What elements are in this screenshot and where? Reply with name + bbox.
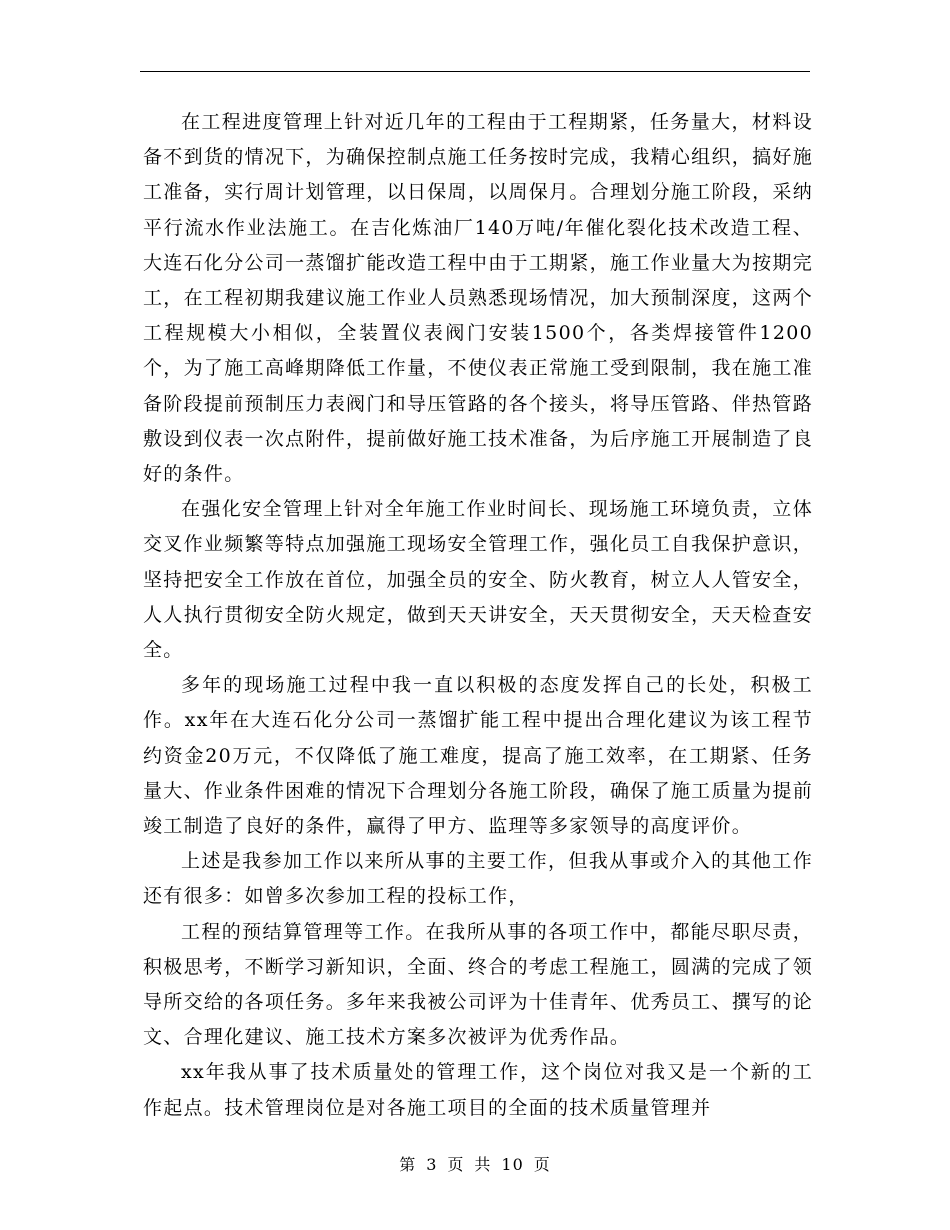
total-label: 共: [474, 1155, 492, 1174]
paragraph-field-work: 多年的现场施工过程中我一直以积极的态度发挥自己的长处，积极工作。xx年在大连石化分公司一蒸馏扩能工程中提出合理化建议为该工程节约资金20万元，不仅降低了施工难度，提高了施工效率，在工期紧、任务量大、作业条件困难的情况下合理划分各施工阶段，确保了施工质量为提前竣工制造了良好的条件，赢得了甲方、监理等多家领导的高度评价。: [143, 674, 813, 838]
paragraph-budget-management: 工程的预结算管理等工作。在我所从事的各项工作中，都能尽职尽责，积极思考，不断学习新知识，全面、终合的考虑工程施工，圆满的完成了领导所交给的各项任务。多年来我被公司评为十佳青年、优秀员工、撰写的论文、合理化建议、施工技术方案多次被评为优秀作品。: [143, 920, 813, 1049]
page-label-mid: 页: [447, 1155, 465, 1174]
paragraph-safety-management: 在强化安全管理上针对全年施工作业时间长、现场施工环境负责，立体交叉作业频繁等特点加强施工现场安全管理工作，强化员工自我保护意识，坚持把安全工作放在首位，加强全员的安全、防火教育，树立人人管安全，人人执行贯彻安全防火规定，做到天天讲安全，天天贯彻安全，天天检查安全。: [143, 498, 813, 662]
header-rule: [140, 71, 810, 72]
page-label-suffix: 页: [533, 1155, 551, 1174]
paragraph-other-work: 上述是我参加工作以来所从事的主要工作，但我从事或介入的其他工作还有很多：如曾多次参加工程的投标工作，: [143, 850, 813, 908]
current-page-number: 3: [426, 1155, 438, 1174]
paragraph-technical-quality: xx年我从事了技术质量处的管理工作，这个岗位对我又是一个新的工作起点。技术管理岗位是对各施工项目的全面的技术质量管理并: [143, 1061, 813, 1119]
page-label-prefix: 第: [399, 1155, 417, 1174]
page-footer: [0, 1152, 950, 1175]
document-body: [143, 105, 813, 1126]
paragraph-progress-management: 在工程进度管理上针对近几年的工程由于工程期紧，任务量大，材料设备不到货的情况下，为确保控制点施工任务按时完成，我精心组织，搞好施工准备，实行周计划管理，以日保周，以周保月。合理划分施工阶段，采纳平行流水作业法施工。在吉化炼油厂140万吨/年催化裂化技术改造工程、大连石化分公司一蒸馏扩能改造工程中由于工期紧，施工作业量大为按期完工，在工程初期我建议施工作业人员熟悉现场情况，加大预制深度，这两个工程规模大小相似，全装置仪表阀门安装1500个，各类焊接管件1200个，为了施工高峰期降低工作量，不使仪表正常施工受到限制，我在施工准备阶段提前预制压力表阀门和导压管路的各个接头，将导压管路、伴热管路敷设到仪表一次点附件，提前做好施工技术准备，为后序施工开展制造了良好的条件。: [143, 111, 813, 486]
total-pages-number: 10: [501, 1155, 524, 1174]
